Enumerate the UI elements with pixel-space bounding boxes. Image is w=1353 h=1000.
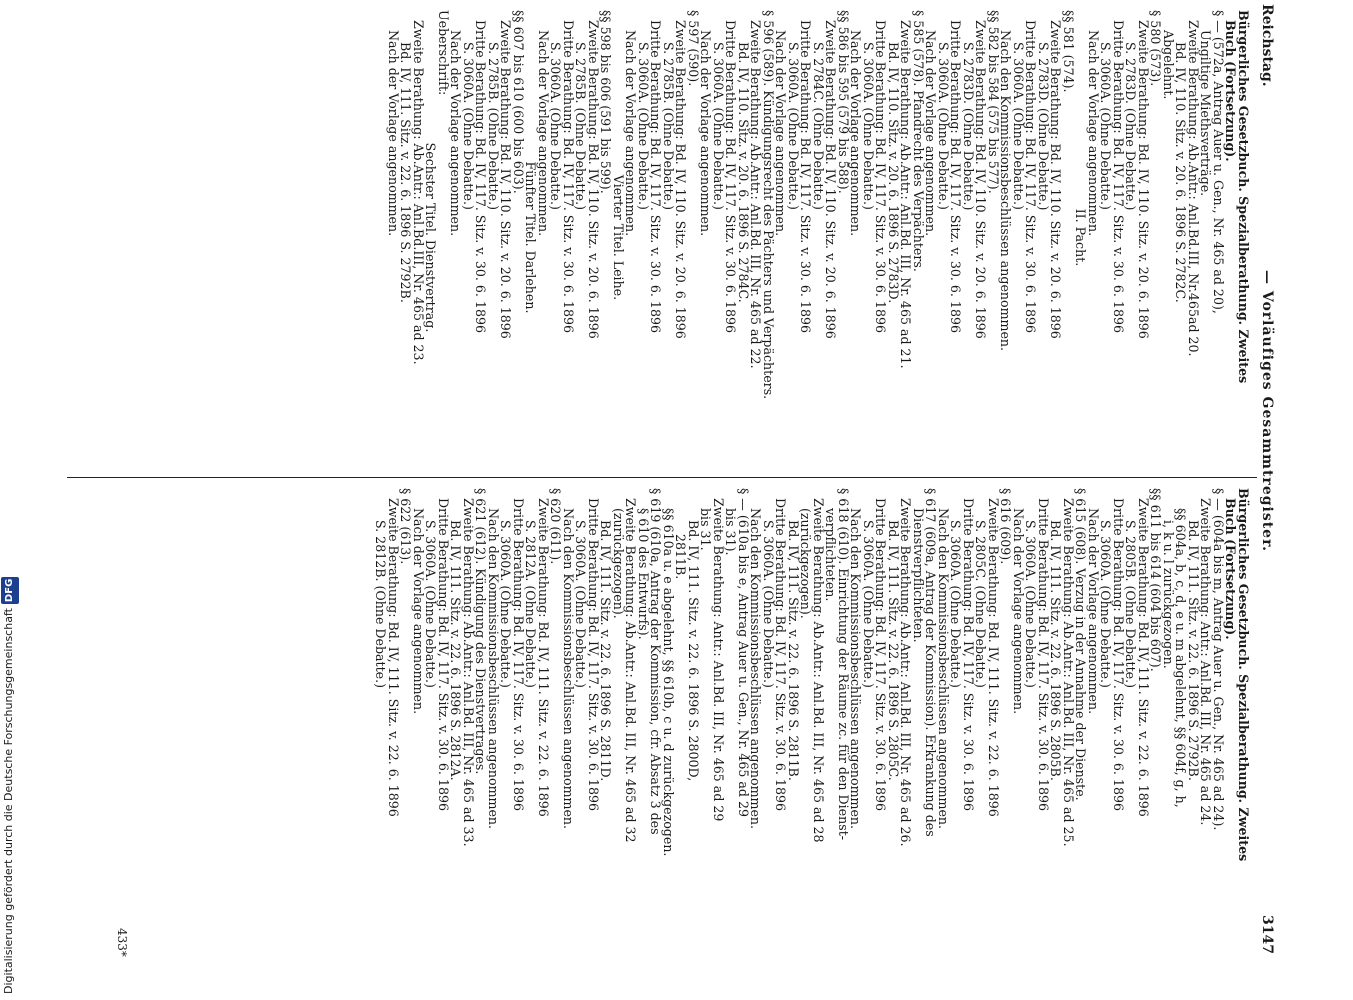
- index-line: §§ 610a u. e abgelehnt, §§ 610b, c u. d zurückgezogen.: [661, 508, 676, 857]
- index-line: Dritte Berathung: Bd. IV, 117. Sitz. v. 30. 6. 1896: [723, 20, 739, 333]
- index-line: bis 31).: [723, 508, 739, 556]
- index-line: Zweite Berathung: Ab.Antr.: Anl.Bd. III, Nr. 465 ad 33.: [461, 498, 476, 847]
- header-reichstag: Reichstag.: [1259, 4, 1275, 87]
- index-line: Bd. IV, 111. Sitz. v. 22. 6. 1896 S. 2811D.: [598, 520, 614, 782]
- index-line: Dritte Berathung: Bd. IV, 117. Sitz. v. 30. 6. 1896: [1036, 498, 1051, 811]
- index-line: § 610 des Entwurfs).: [636, 508, 651, 640]
- index-line: S. 2783D. (Ohne Debatte.): [1036, 42, 1051, 211]
- index-line: §§ 582 bis 584 (575 bis 577).: [986, 10, 1001, 194]
- index-line: Nach der Vorlage angenommen.: [848, 30, 864, 237]
- index-line: Dritte Berathung: Bd. IV, 117. Sitz. v. 30. 6. 1896: [511, 498, 526, 811]
- page-footer: [109, 0, 129, 960]
- index-line: §§ 581 (574).: [1061, 10, 1076, 93]
- index-line: verpflichteten.: [823, 508, 839, 602]
- index-line: Nach der Vorlage angenommen.: [386, 30, 401, 237]
- index-line: S. 3060A. (Ohne Debatte.): [1023, 520, 1039, 688]
- index-line: Zweite Berathung: Ab.Antr.: Anl.Bd. III, Nr. 465 ad 25.: [1061, 498, 1076, 847]
- index-line: Dritte Berathung: Bd. IV, 117. Sitz. v. 30. 6. 1896: [948, 20, 964, 333]
- column-divider: [67, 477, 1257, 478]
- index-line: Nach den Kommissionsbeschlüssen angenommen.: [561, 508, 576, 830]
- index-line: Zweite Berathung: Antr.: Anl.Bd. III, Nr. 465 ad 24.: [1198, 498, 1214, 826]
- index-line: Nach der Vorlage angenommen.: [698, 30, 714, 237]
- credit-strip: [0, 0, 22, 1000]
- index-line: § — (572a, Antrag Auer u. Gen., Nr. 465 ad 20),: [1211, 10, 1226, 314]
- index-line: Zweite Berathung: Bd. IV, 110. Sitz. v. 20. 6. 1896: [1048, 20, 1064, 339]
- index-line: Buch (Fortsetzung).: [1223, 498, 1239, 640]
- index-line: Dritte Berathung: Bd. IV, 117. Sitz. v. 30. 6. 1896: [473, 20, 489, 333]
- index-line: S. 3060A. (Ohne Debatte.): [861, 42, 876, 210]
- index-line: Dritte Berathung: Bd. IV, 117. Sitz. v. 30. 6. 1896: [1111, 20, 1126, 333]
- index-line: § 597 (590).: [686, 10, 701, 87]
- index-line: Bürgerliches Gesetzbuch. Spezialberathung. Zweites: [1236, 488, 1251, 862]
- index-line: §§ 586 bis 595 (579 bis 588).: [836, 10, 851, 194]
- index-line: S. 3060A. (Ohne Debatte.): [498, 520, 514, 688]
- index-line: § 619 (610a, Antrag der Kommission, cfr. Absatz 3 des: [648, 488, 664, 835]
- index-line: Bürgerliches Gesetzbuch. Spezialberathung. Zweites: [1236, 10, 1251, 384]
- index-line: S. 2805B. (Ohne Debatte.): [1123, 520, 1139, 689]
- index-line: Zweite Berathung: Bd. IV, 110. Sitz. v. 20. 6. 1896: [498, 20, 514, 339]
- index-line: Nach den Kommissionsbeschlüssen angenommen.: [748, 508, 764, 830]
- index-line: Nach den Kommissionsbeschlüssen angenommen.: [486, 508, 501, 830]
- index-line: Ungiltige Miethsverträge.: [1198, 30, 1214, 197]
- index-line: S. 3060A. (Ohne Debatte.): [761, 520, 776, 688]
- index-line: Zweite Berathung: Bd. IV, 110. Sitz. v. 20. 6. 1896: [586, 20, 601, 339]
- index-line: Dritte Berathung: Bd. IV, 117. Sitz. v. 30. 6. 1896: [1023, 20, 1039, 333]
- index-line: § 620 (611).: [548, 488, 564, 565]
- index-line: Nach der Vorlage angenommen.: [1086, 30, 1101, 237]
- index-line: Zweite Berathung: Bd. IV, 110. Sitz. v. 20. 6. 1896: [823, 20, 839, 339]
- index-line: Abgelehnt.: [1161, 30, 1176, 100]
- index-line: II. Pacht.: [1073, 208, 1089, 267]
- right-column: [374, 488, 1249, 943]
- index-line: Zweite Berathung: Antr.: Anl.Bd. III, Nr. 465 ad 29: [711, 498, 726, 822]
- index-line: Bd. IV, 110. Sitz. v. 20. 6. 1896 S. 2783D.: [886, 42, 901, 304]
- index-line: Dritte Berathung: Bd. IV, 117. Sitz. v. 30. 6. 1896: [561, 20, 576, 333]
- index-line: Nach der Vorlage angenommen.: [536, 30, 551, 237]
- index-line: bis 31.: [698, 508, 714, 551]
- index-line: Bd. IV, 111. Sitz. v. 22. 6. 1896 S. 2792B.: [398, 42, 414, 303]
- index-line: § — (610a bis e, Antrag Auer u. Gen., Nr. 465 ad 29: [736, 488, 751, 817]
- index-line: Ueberschrift:: [436, 10, 451, 96]
- index-line: Zweite Berathung: Bd. IV, 111. Sitz. v. 22. 6. 1896: [1136, 498, 1151, 817]
- index-line: S. 3060A. (Ohne Debatte.): [461, 42, 476, 210]
- index-line: §§ 611 bis 614 (604 bis 607).: [1148, 488, 1164, 672]
- index-line: 2811B.: [673, 534, 689, 580]
- index-line: Bd. IV, 111. Sitz. v. 22. 6. 1896 S. 2811B.: [786, 520, 801, 781]
- index-line: S. 3060A. (Ohne Debatte.): [1011, 42, 1026, 210]
- index-line: Dritte Berathung: Bd. IV, 117. Sitz. v. 30. 6. 1896: [798, 20, 814, 333]
- index-line: § 596 (589). Kündigungsrecht des Pächters und Verpächters.: [761, 10, 776, 400]
- index-line: Zweite Berathung: Ab.Antr.: Anl.Bd. III, Nr. 465 ad 26.: [898, 498, 914, 847]
- index-line: S. 2805C. (Ohne Debatte.): [973, 520, 989, 688]
- index-line: Dritte Berathung: Bd. IV, 117. Sitz. v. 30. 6. 1896: [961, 498, 976, 811]
- index-line: Nach der Vorlage angenommen.: [411, 508, 426, 715]
- page-mark: 433*: [115, 928, 129, 957]
- index-line: § 615 (608). Verzug in der Annahme der Dienste.: [1073, 488, 1089, 801]
- index-line: Dritte Berathung: Bd. IV, 117. Sitz. v. 30. 6. 1896: [1111, 498, 1126, 811]
- index-line: S. 2812A. (Ohne Debatte.): [523, 520, 539, 688]
- digitization-credit: Digitalisierung gefördert durch die Deutsche Forschungsgemeinschaft: [2, 608, 15, 994]
- index-line: S. 2785B. (Ohne Debatte.): [486, 42, 501, 211]
- index-line: Zweite Berathung: Ab.Antr.: Anl.Bd.III, Nr. 465 ad 23.: [411, 20, 426, 365]
- index-line: Nach den Kommissionsbeschlüssen angenommen.: [848, 508, 864, 830]
- index-line: Bd. IV, 111. Sitz. v. 22. 6. 1896 S. 2792B.: [1186, 520, 1201, 781]
- index-line: Bd. IV, 111. Sitz. v. 22. 6. 1896 S. 2812A.: [448, 520, 464, 781]
- index-line: Nach der Vorlage angenommen.: [773, 30, 789, 237]
- index-line: S. 2784C. (Ohne Debatte.): [811, 42, 826, 210]
- index-line: §§ 604a, b, c, d, e u. m abgelehnt, §§ 604f, g, h,: [1173, 508, 1189, 808]
- index-line: S. 3060A. (Ohne Debatte.): [936, 42, 951, 210]
- index-line: Zweite Berathung: Ab.Antr.: Anl.Bd.III, Nr.465ad 20.: [1186, 20, 1201, 357]
- index-line: § 616 (609).: [998, 488, 1014, 565]
- index-line: Zweite Berathung: Ab.Antr.: Anl.Bd. III, Nr. 465 ad 22.: [748, 20, 764, 369]
- dfg-logo: DFG: [1, 577, 19, 604]
- index-line: Fünfter Titel. Darlehen.: [523, 161, 539, 314]
- index-line: S. 3060A. (Ohne Debatte.): [948, 520, 964, 688]
- index-line: S. 2783D. (Ohne Debatte.): [1123, 42, 1139, 211]
- index-line: Dritte Berathung: Bd. IV, 117. Sitz. v. 30. 6. 1896: [436, 498, 451, 811]
- index-line: Vierter Titel. Leihe.: [611, 174, 626, 301]
- index-line: S. 3060A. (Ohne Debatte.): [548, 42, 564, 210]
- index-line: Zweite Berathung: Bd. IV, 110. Sitz. v. 20. 6. 1896: [673, 20, 689, 339]
- index-line: Dritte Berathung: Bd. IV, 117. Sitz. v. 30. 6. 1896: [873, 498, 889, 811]
- header-title: — Vorläufiges Gesammtregister.: [1259, 270, 1275, 553]
- index-line: Dienstverpflichteten.: [911, 508, 926, 643]
- index-line: Dritte Berathung: Bd. IV, 117. Sitz. v. 30. 6. 1896: [773, 498, 789, 811]
- index-line: §§ 598 bis 606 (591 bis 599).: [598, 10, 614, 194]
- index-line: (zurückgezogen).: [611, 508, 626, 619]
- index-line: § 585 (578). Pfandrecht des Verpächters.: [911, 10, 926, 272]
- index-line: i, k u. l zurückgezogen.: [1161, 520, 1176, 669]
- left-column: [387, 10, 1250, 465]
- index-line: S. 2783D. (Ohne Debatte.): [961, 42, 976, 211]
- index-line: Zweite Berathung: Bd. IV, 111. Sitz. v. 22. 6. 1896: [386, 498, 401, 817]
- index-line: § — (604a bis m, Antrag Auer u. Gen., Nr. 465 ad 24).: [1211, 488, 1226, 831]
- index-line: S. 3060A. (Ohne Debatte.): [861, 520, 876, 688]
- index-line: § 580 (573).: [1148, 10, 1164, 87]
- index-line: Bd. IV, 110. Sitz. v. 20. 6. 1896 S. 2782C.: [1173, 42, 1189, 303]
- index-line: § 621 (612). Kündigung des Dienstvertrages.: [473, 488, 489, 775]
- index-line: Dritte Berathung: Bd. IV, 117. Sitz. v. 30. 6. 1896: [648, 20, 664, 333]
- index-line: Nach der Vorlage angenommen.: [923, 30, 939, 237]
- header-page-number: 3147: [1259, 915, 1275, 954]
- index-line: S. 3060A. (Ohne Debatte.): [573, 520, 589, 688]
- index-line: S. 3060A. (Ohne Debatte.): [1098, 42, 1114, 210]
- index-line: Zweite Berathung: Ab.Antr.: Anl.Bd. III, Nr. 465 ad 21.: [898, 20, 914, 369]
- index-line: Zweite Berathung: Ab.Antr.: Anl.Bd. III, Nr. 465 ad 32: [623, 498, 639, 843]
- index-line: Nach den Kommissionsbeschlüssen angenommen.: [936, 508, 951, 830]
- index-line: §§ 607 bis 610 (600 bis 603).: [511, 10, 526, 194]
- index-line: Zweite Berathung: Ab.Antr.: Anl.Bd. III, Nr. 465 ad 28: [811, 498, 826, 843]
- index-line: Bd. IV, 111. Sitz. v. 22. 6. 1896 S. 2805B.: [1048, 520, 1064, 781]
- index-line: Bd. IV, 111. Sitz. v. 22. 6. 1896 S. 2805C.: [886, 520, 901, 781]
- index-line: Zweite Berathung: Bd. IV, 111. Sitz. v. 22. 6. 1896: [536, 498, 551, 817]
- index-line: Bd. IV, 111. Sitz. v. 22. 6. 1896 S. 2800D,: [686, 520, 701, 782]
- index-line: Nach den Kommissionsbeschlüssen angenommen.: [998, 30, 1014, 352]
- index-line: Zweite Berathung: Bd. IV, 110. Sitz. v. 20. 6. 1896: [973, 20, 989, 339]
- index-line: S. 3060A. (Ohne Debatte.): [1098, 520, 1114, 688]
- index-line: S. 3060A. (Ohne Debatte.): [786, 42, 801, 210]
- index-line: Zweite Berathung: Bd. IV, 110. Sitz. v. 20. 6. 1896: [1136, 20, 1151, 339]
- index-line: Dritte Berathung: Bd. IV, 117. Sitz. v. 30. 6. 1896: [873, 20, 889, 333]
- index-line: Buch (Fortsetzung).: [1223, 20, 1239, 162]
- index-line: Sechster Titel. Dienstvertrag.: [423, 142, 439, 333]
- index-line: § 618 (610). Einrichtung der Räume zc. für den Dienst-: [836, 488, 851, 841]
- index-line: S. 3060A. (Ohne Debatte.): [423, 520, 439, 688]
- index-line: S. 3060A. (Ohne Debatte.): [711, 42, 726, 210]
- index-line: Dritte Berathung: Bd. IV, 117. Sitz. v. 30. 6. 1896: [586, 498, 601, 811]
- index-line: S. 3060A. (Ohne Debatte.): [636, 42, 651, 210]
- index-line: S. 2785B. (Ohne Debatte.): [573, 42, 589, 211]
- index-line: Nach der Vorlage angenommen.: [623, 30, 639, 237]
- index-line: S. 2812B. (Ohne Debatte.): [373, 520, 389, 689]
- page-header: [1255, 0, 1275, 960]
- index-line: Nach der Vorlage angenommen.: [448, 30, 464, 237]
- index-line: S. 2785B. (Ohne Debatte.): [661, 42, 676, 211]
- index-line: (zurückgezogen).: [798, 508, 814, 619]
- index-line: § 622 (613).: [398, 488, 414, 565]
- index-line: Zweite Berathung: Bd. IV, 111. Sitz. v. 22. 6. 1896: [986, 498, 1001, 817]
- index-line: Nach der Vorlage angenommen.: [1086, 508, 1101, 715]
- index-line: § 617 (609a, Antrag der Kommission). Erkrankung des: [923, 488, 939, 837]
- index-line: Bd. IV, 110. Sitz. v. 20. 6. 1896 S. 2784C.: [736, 42, 751, 303]
- index-line: Nach der Vorlage angenommen.: [1011, 508, 1026, 715]
